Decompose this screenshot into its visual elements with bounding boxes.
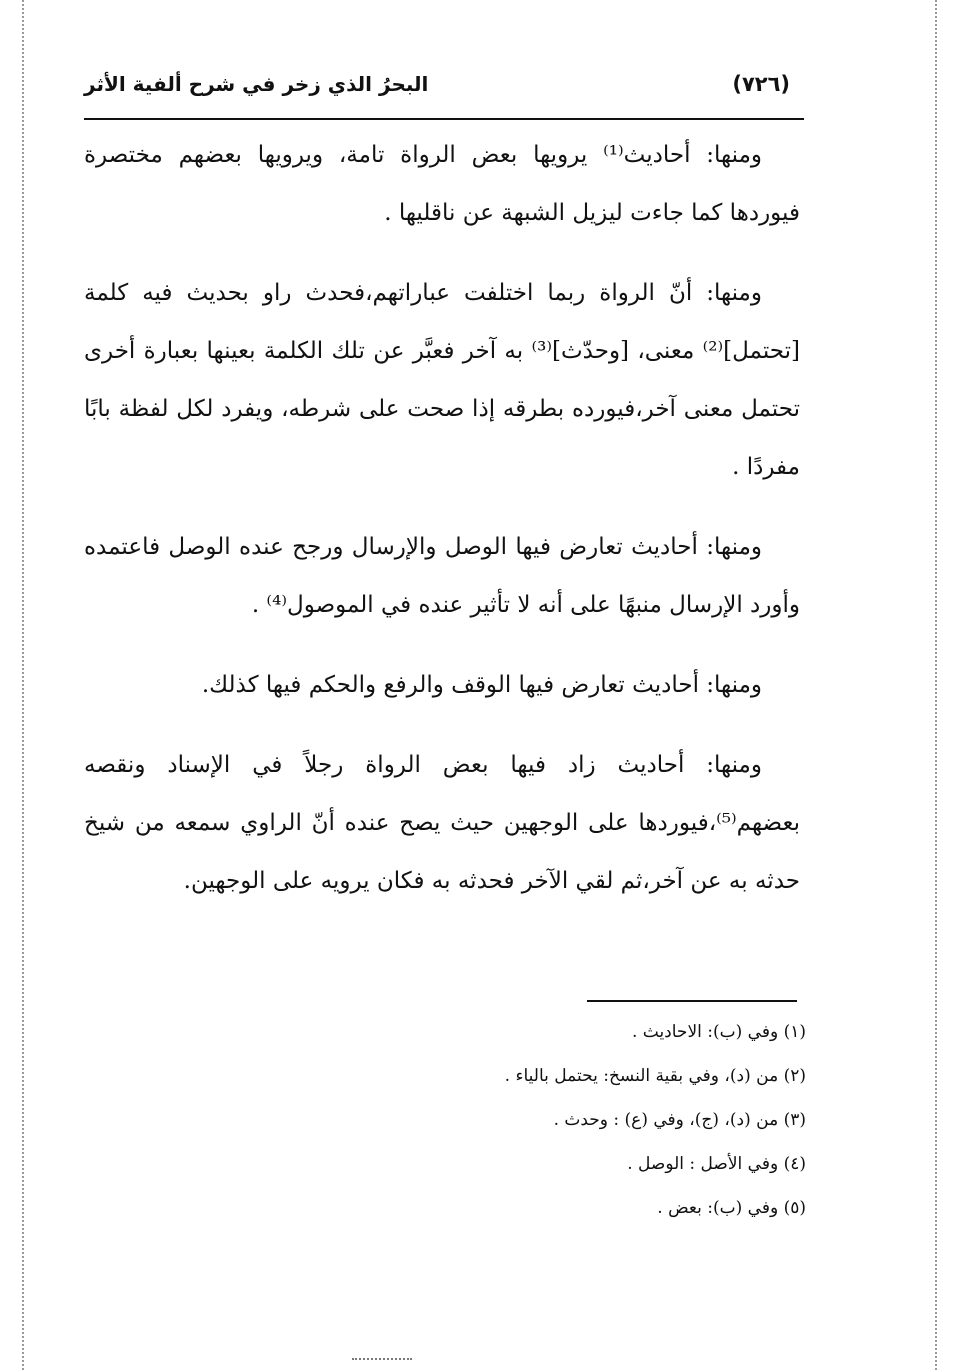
paragraph-3: ومنها: أحاديث تعارض فيها الوصل والإرسال ورجح عنده الوصل فاعتمده وأورد الإرسال منبهًا على أنه لا تأثير عنده في الموصول⁽⁴⁾ .: [84, 534, 800, 618]
footnote-4: (٤) وفي الأصل : الوصل .: [627, 1154, 806, 1174]
footnote-separator: [587, 1000, 797, 1002]
page-header: [84, 62, 804, 114]
paragraph-5: ومنها: أحاديث زاد فيها بعض الرواة رجلاً في الإسناد ونقصه بعضهم⁽⁵⁾،فيوردها على الوجهين حيث يصح عنده أنّ الراوي سمعه من شيخ حدثه به عن آخر،ثم لقي الآخر فحدثه به فكان يرويه على الوجهين.: [84, 752, 800, 894]
paragraph-1: ومنها: أحاديث⁽¹⁾ يرويها بعض الرواة تامة، ويرويها بعضهم مختصرة فيوردها كما جاءت ليزيل الشبهة عن ناقليها .: [84, 142, 800, 226]
footnote-3: (٣) من (د)، (ج)، وفي (ع) : وحدث .: [553, 1110, 806, 1130]
footnotes: [300, 1010, 806, 1230]
paragraph-4: ومنها: أحاديث تعارض فيها الوقف والرفع والحكم فيها كذلك.: [201, 672, 762, 698]
footnote-2: (٢) من (د)، وفي بقية النسخ: يحتمل بالياء .: [504, 1066, 806, 1086]
footnote-1: (١) وفي (ب): الاحاديث .: [631, 1022, 806, 1042]
scan-bottom-mark: [352, 1358, 412, 1360]
running-title: البحرُ الذي زخر في شرح ألفية الأثر: [84, 72, 429, 96]
body-text: [84, 126, 800, 932]
paragraph-2: ومنها: أنّ الرواة ربما اختلفت عباراتهم،فحدث راو بحديث فيه كلمة [تحتمل]⁽²⁾ معنى، [وحدّث]⁽³⁾ به آخر فعبَّر عن تلك الكلمة بعينها بعبارة أخرى تحتمل معنى آخر،فيورده بطرقه إذا صحت على شرطه، ويفرد لكل لفظة بابًا مفردًا .: [84, 280, 800, 480]
footnote-5: (٥) وفي (ب): بعض .: [657, 1198, 806, 1218]
page-number: (٧٢٦): [732, 72, 790, 96]
scan-edge-dots-left: [22, 0, 24, 1370]
scan-edge-dots-right: [935, 0, 937, 1370]
header-rule: [84, 118, 804, 120]
